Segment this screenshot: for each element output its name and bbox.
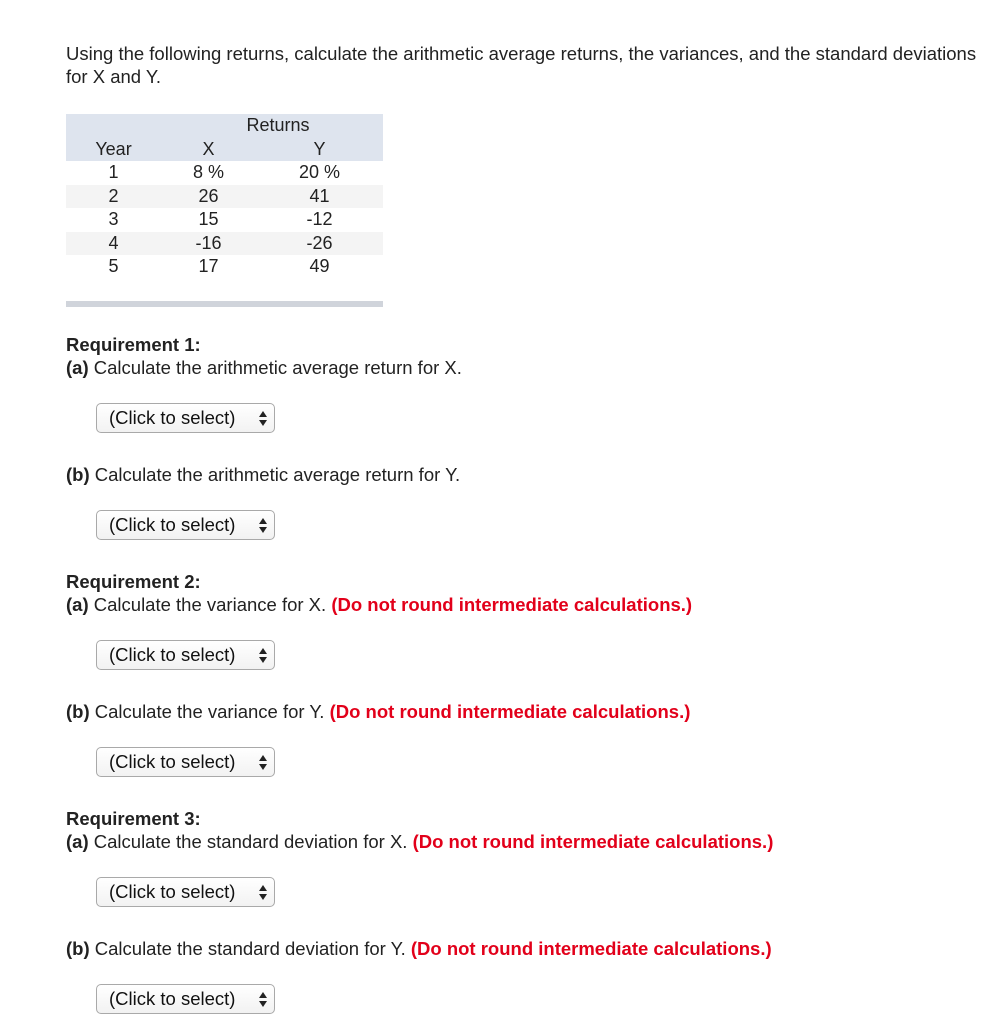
column-header-year: Year: [95, 138, 132, 159]
requirement-1: [66, 333, 986, 379]
cell-y: 49: [309, 256, 330, 276]
part-label: (b): [66, 464, 90, 485]
requirement-3: [66, 807, 986, 853]
table-row: [66, 232, 383, 256]
cell-y: -12: [306, 209, 333, 229]
up-down-arrows-icon: [259, 648, 267, 663]
rounding-warning: (Do not round intermediate calculations.): [410, 938, 772, 959]
req1b-answer-select[interactable]: [96, 510, 275, 540]
cell-year: 4: [108, 232, 119, 253]
returns-table: [66, 114, 383, 307]
question-text: Calculate the arithmetic average return for Y.: [94, 464, 461, 485]
select-label: (Click to select): [109, 514, 236, 535]
select-label: (Click to select): [109, 988, 236, 1009]
cell-year: 3: [108, 209, 119, 229]
up-down-arrows-icon: [259, 518, 267, 533]
cell-y: 41: [309, 185, 330, 206]
req3b-answer-select[interactable]: [96, 984, 275, 1014]
part-label: (a): [66, 357, 89, 378]
table-group-header-row: [66, 114, 383, 138]
question-text: Calculate the variance for X.: [93, 594, 327, 615]
rounding-warning: (Do not round intermediate calculations.): [331, 594, 693, 615]
up-down-arrows-icon: [259, 992, 267, 1007]
table-row: [66, 208, 383, 232]
requirement-question: [66, 593, 986, 616]
table-footer-bar: [66, 301, 383, 307]
table-row: [66, 161, 383, 185]
column-header-x: X: [202, 138, 215, 159]
question-text: Calculate the standard deviation for Y.: [94, 938, 406, 959]
table-row: [66, 185, 383, 209]
question-text: Calculate the standard deviation for X.: [93, 831, 408, 852]
part-label: (a): [66, 831, 89, 852]
requirement-2: [66, 570, 986, 616]
requirement-2b: [66, 700, 986, 723]
req1a-answer-select[interactable]: [96, 403, 275, 433]
select-label: (Click to select): [109, 644, 236, 665]
cell-x: 17: [198, 256, 219, 276]
up-down-arrows-icon: [259, 755, 267, 770]
req3a-answer-select[interactable]: [96, 877, 275, 907]
requirement-question: [66, 356, 986, 379]
rounding-warning: (Do not round intermediate calculations.): [412, 831, 774, 852]
part-label: (b): [66, 701, 90, 722]
cell-x: 15: [198, 209, 219, 229]
returns-group-header: Returns: [246, 115, 310, 135]
requirement-question: [66, 830, 986, 853]
select-label: (Click to select): [109, 751, 236, 772]
cell-y: 20 %: [298, 162, 341, 182]
cell-x: 26: [198, 185, 219, 206]
requirement-title: Requirement 2:: [66, 571, 201, 592]
up-down-arrows-icon: [259, 885, 267, 900]
rounding-warning: (Do not round intermediate calculations.): [329, 701, 691, 722]
column-header-y: Y: [313, 138, 326, 159]
requirement-1b: [66, 463, 986, 486]
requirement-title: Requirement 3:: [66, 808, 201, 829]
select-label: (Click to select): [109, 407, 236, 428]
req2b-answer-select[interactable]: [96, 747, 275, 777]
cell-year: 2: [108, 185, 119, 206]
part-label: (a): [66, 594, 89, 615]
question-text: Calculate the variance for Y.: [94, 701, 325, 722]
cell-y: -26: [306, 232, 333, 253]
table-column-header-row: [66, 138, 383, 162]
select-label: (Click to select): [109, 881, 236, 902]
cell-x: 8 %: [192, 162, 225, 182]
instructions-text: Using the following returns, calculate the arithmetic average returns, the variances, and the standard deviations for X and Y.: [66, 43, 977, 87]
cell-year: 1: [108, 162, 119, 182]
part-label: (b): [66, 938, 90, 959]
req2a-answer-select[interactable]: [96, 640, 275, 670]
table-row: [66, 255, 383, 279]
requirement-3b: [66, 937, 986, 960]
question-text: Calculate the arithmetic average return for X.: [93, 357, 462, 378]
cell-x: -16: [195, 232, 222, 253]
up-down-arrows-icon: [259, 411, 267, 426]
cell-year: 5: [108, 256, 119, 276]
requirement-title: Requirement 1:: [66, 334, 201, 355]
